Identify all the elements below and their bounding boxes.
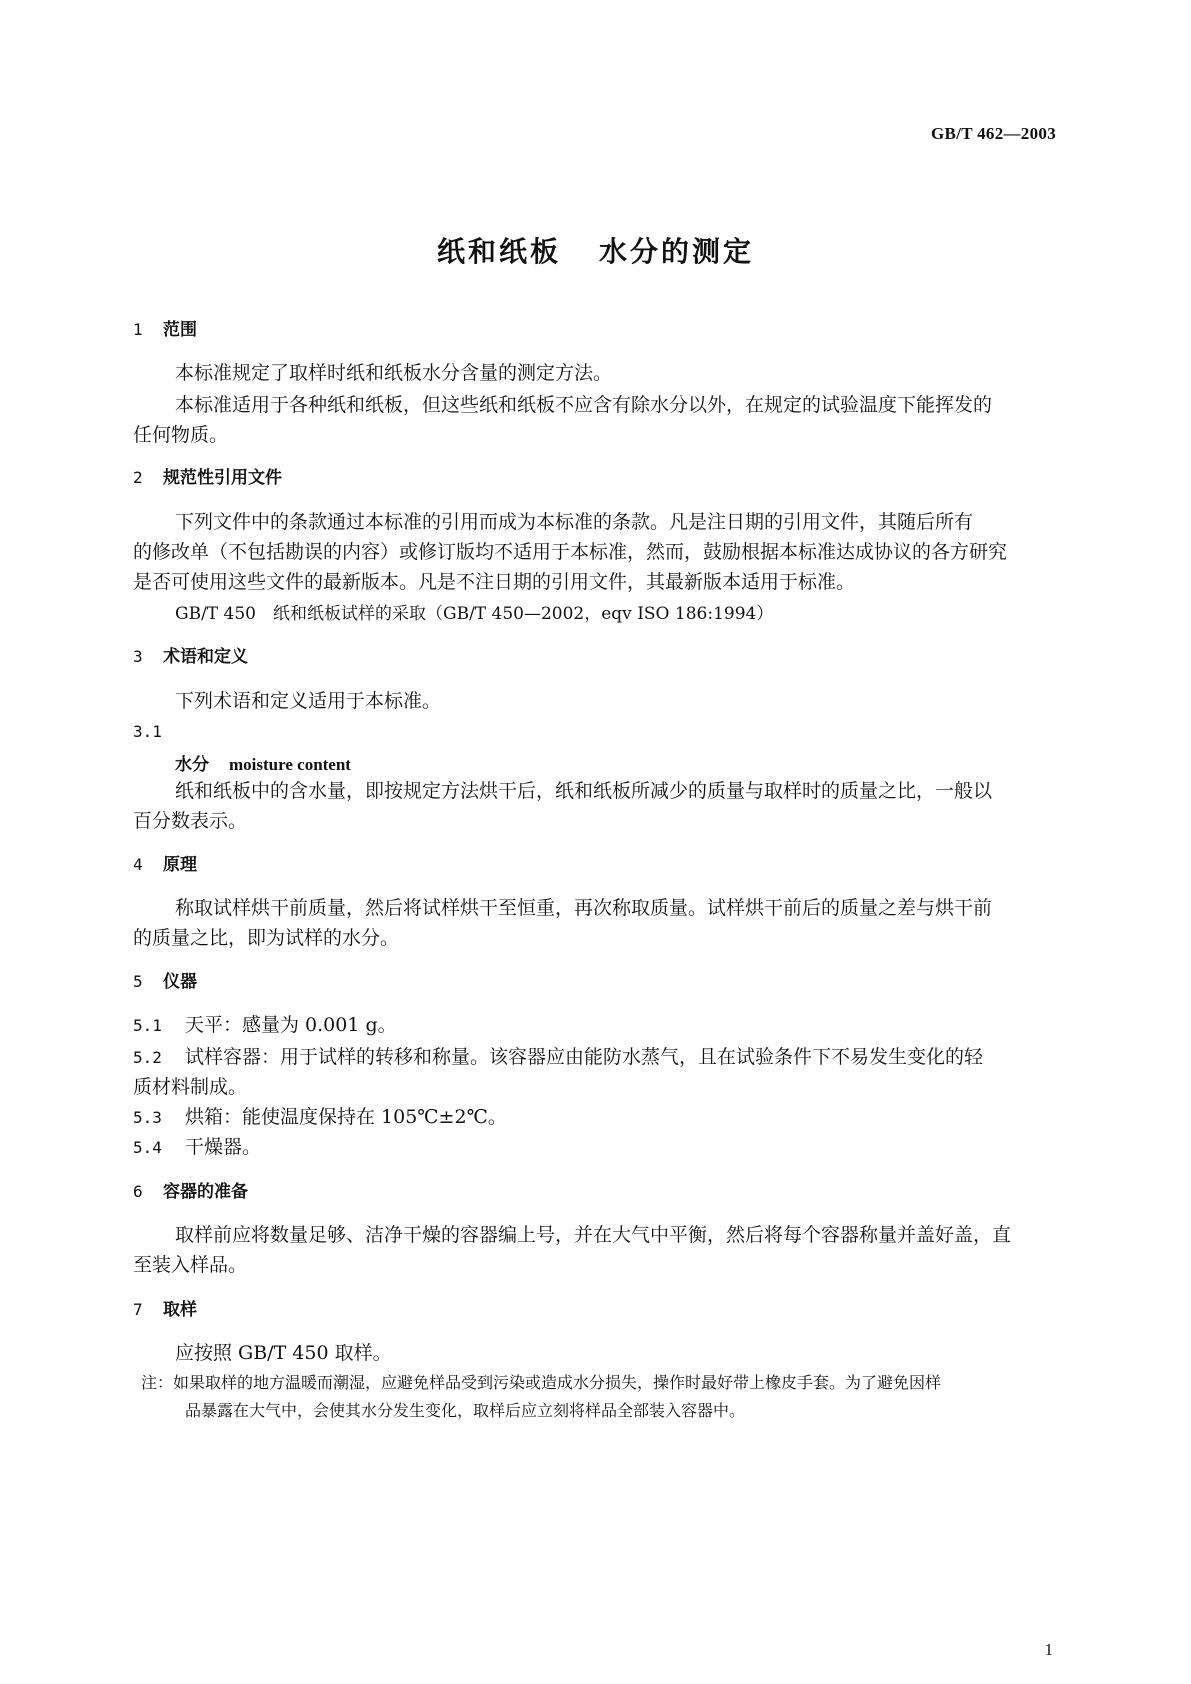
s4-paragraph-line-2: 的质量之比，即为试样的水分。 xyxy=(133,927,400,949)
title-part2: 水分的测定 xyxy=(599,235,755,268)
term-en: moisture content xyxy=(229,755,351,774)
subclause-3-1: 3.1 xyxy=(133,722,162,741)
item-number: 5.3 xyxy=(133,1108,162,1127)
section-4-heading xyxy=(133,853,197,877)
section-7-heading xyxy=(133,1298,197,1322)
instrument-item xyxy=(133,1134,1056,1161)
subclause-number xyxy=(133,718,1056,745)
item-text: 天平：感量为 0.001 g。 xyxy=(185,1014,397,1036)
term-zh: 水分 xyxy=(175,755,209,775)
section-number: 1 xyxy=(133,320,143,339)
section-number: 2 xyxy=(133,468,143,487)
item-text: 干燥器。 xyxy=(185,1136,262,1158)
s6-paragraph-line-2: 至装入样品。 xyxy=(133,1254,248,1276)
normative-reference: GB/T 450 纸和纸板试样的采取（GB/T 450—2002，eqv ISO 186:1994） xyxy=(175,604,774,624)
section-2-heading xyxy=(133,466,282,490)
s2-paragraph-line-1: 下列文件中的条款通过本标准的引用而成为本标准的条款。凡是注日期的引用文件，其随后所有 xyxy=(175,511,974,533)
definition-line-2: 百分数表示。 xyxy=(133,810,248,832)
section-title: 规范性引用文件 xyxy=(163,468,282,488)
title-part1: 纸和纸板 xyxy=(436,235,561,268)
s2-paragraph-line-3: 是否可使用这些文件的最新版本。凡是不注日期的引用文件，其最新版本适用于标准。 xyxy=(133,571,856,593)
term-entry xyxy=(175,750,351,775)
section-title: 容器的准备 xyxy=(163,1182,248,1202)
s3-paragraph: 下列术语和定义适用于本标准。 xyxy=(175,690,442,712)
document-title xyxy=(0,230,1191,270)
section-number: 3 xyxy=(133,647,143,666)
instrument-item xyxy=(133,1012,1056,1039)
item-number: 5.4 xyxy=(133,1138,162,1157)
note-line-1: 注：如果取样的地方温暖而潮湿，应避免样品受到污染或造成水分损失，操作时最好带上橡皮手套。为了避免因样 xyxy=(141,1373,942,1392)
section-5-heading xyxy=(133,970,197,994)
section-number: 5 xyxy=(133,972,143,991)
s1-paragraph-2-line-2: 任何物质。 xyxy=(133,424,229,446)
instrument-item xyxy=(133,1104,1056,1131)
page-number: 1 xyxy=(1044,1640,1053,1659)
instrument-item-continuation: 质材料制成。 xyxy=(133,1076,248,1098)
section-title: 范围 xyxy=(163,320,197,340)
section-1-heading xyxy=(133,318,197,342)
section-6-heading xyxy=(133,1180,248,1204)
item-number: 5.1 xyxy=(133,1016,162,1035)
s6-paragraph-line-1: 取样前应将数量足够、洁净干燥的容器编上号，并在大气中平衡，然后将每个容器称量并盖好盖，直 xyxy=(175,1224,1012,1246)
section-title: 取样 xyxy=(163,1300,197,1320)
definition-line-1: 纸和纸板中的含水量，即按规定方法烘干后，纸和纸板所减少的质量与取样时的质量之比，一般以 xyxy=(175,780,993,802)
item-number: 5.2 xyxy=(133,1048,162,1067)
s1-paragraph-1: 本标准规定了取样时纸和纸板水分含量的测定方法。 xyxy=(175,362,613,384)
s1-paragraph-2-line-1: 本标准适用于各种纸和纸板，但这些纸和纸板不应含有除水分以外，在规定的试验温度下能挥发的 xyxy=(175,394,993,416)
instrument-item xyxy=(133,1044,1056,1071)
item-text: 试样容器：用于试样的转移和称量。该容器应由能防水蒸气，且在试验条件下不易发生变化的轻 xyxy=(185,1046,984,1068)
section-title: 原理 xyxy=(163,855,197,875)
section-title: 术语和定义 xyxy=(163,647,248,667)
s2-paragraph-line-2: 的修改单（不包括勘误的内容）或修订版均不适用于本标准，然而，鼓励根据本标准达成协议的各方研究 xyxy=(133,541,1008,563)
s4-paragraph-line-1: 称取试样烘干前质量，然后将试样烘干至恒重，再次称取质量。试样烘干前后的质量之差与烘干前 xyxy=(175,897,993,919)
standard-code: GB/T 462—2003 xyxy=(931,124,1056,143)
note-line-2: 品暴露在大气中，会使其水分发生变化，取样后应立刻将样品全部装入容器中。 xyxy=(185,1401,746,1420)
section-3-heading xyxy=(133,645,248,669)
section-title: 仪器 xyxy=(163,972,197,992)
section-number: 7 xyxy=(133,1300,143,1319)
item-text: 烘箱：能使温度保持在 105℃±2℃。 xyxy=(185,1106,507,1128)
section-number: 4 xyxy=(133,855,143,874)
s7-paragraph: 应按照 GB/T 450 取样。 xyxy=(175,1342,392,1364)
section-number: 6 xyxy=(133,1182,143,1201)
